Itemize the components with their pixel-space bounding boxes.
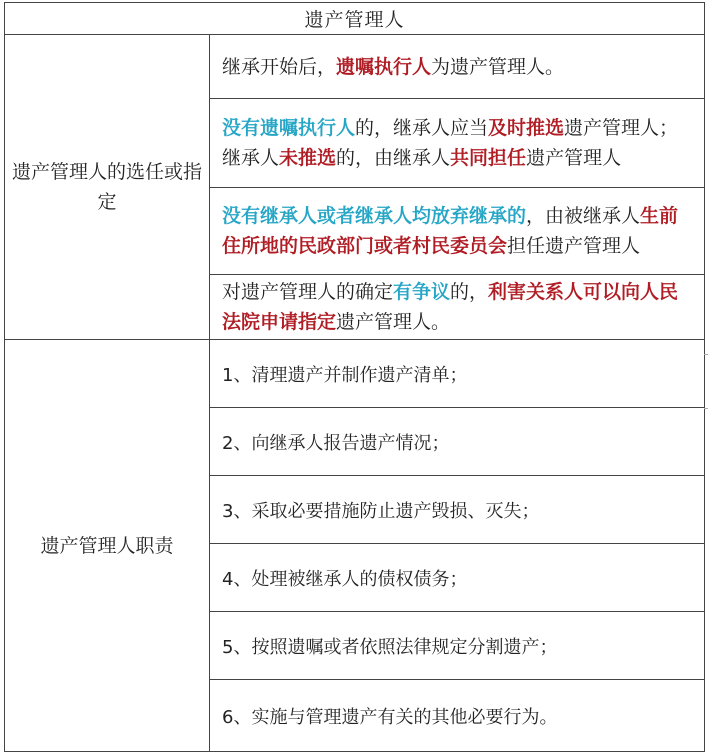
rule-emphasis-red: 遗嘱执行人 — [336, 55, 432, 78]
rule-emphasis-blue: 没有继承人或者继承人均放弃继承的 — [222, 205, 527, 227]
estate-administrator-table — [4, 2, 705, 752]
rule-text: 的，由继承人 — [336, 147, 451, 169]
rule-text: ，由被继承人 — [526, 205, 641, 227]
rule-text: 的，继承人应当 — [355, 117, 489, 139]
selection-rule — [210, 188, 705, 275]
selection-rule — [210, 275, 705, 340]
rule-text: 担任遗产管理人 — [507, 235, 641, 257]
selection-category-cell: 遗产管理人的选任或指定 — [5, 35, 210, 340]
rule-emphasis-red: 共同担任 — [450, 147, 527, 169]
rule-text: 遗产管理人 — [526, 147, 622, 169]
rule-emphasis-red: 利害关系人可以向人民法院申请指定 — [222, 281, 679, 333]
rule-emphasis-red: 及时推选 — [488, 117, 565, 139]
title-row — [5, 3, 705, 35]
rule-emphasis-red: 未推选 — [279, 147, 337, 169]
rule-emphasis-blue: 没有遗嘱执行人 — [222, 117, 356, 139]
rule-emphasis-red: 生前住所地的民政部门或者村民委员会 — [222, 205, 679, 257]
selection-row — [5, 35, 705, 99]
rule-emphasis-blue: 有争议 — [393, 281, 451, 303]
duty-item: 3、采取必要措施防止遗产毁损、灭失； — [210, 476, 705, 544]
selection-rule — [210, 35, 705, 99]
rule-text: 对遗产管理人的确定 — [222, 281, 394, 303]
duty-item: 4、处理被继承人的债权债务； — [210, 544, 705, 612]
selection-rule — [210, 99, 705, 188]
duty-row — [5, 340, 705, 408]
duties-category-cell: 遗产管理人职责 — [5, 340, 210, 752]
table-title: 遗产管理人 — [5, 3, 705, 35]
sheet-edge-mark — [704, 354, 708, 355]
rule-text: 继承开始后， — [222, 55, 337, 78]
duty-item: 6、实施与管理遗产有关的其他必要行为。 — [210, 680, 705, 752]
duty-item: 2、向继承人报告遗产情况； — [210, 408, 705, 476]
rule-text: 遗产管理人；继承人 — [222, 117, 679, 169]
duty-item: 5、按照遗嘱或者依照法律规定分割遗产； — [210, 612, 705, 680]
rule-text: 为遗产管理人。 — [431, 55, 565, 78]
rule-text: 的， — [450, 281, 489, 303]
rule-text: 遗产管理人。 — [336, 311, 451, 333]
sheet-edge-mark — [704, 408, 708, 409]
duty-item: 1、清理遗产并制作遗产清单； — [210, 340, 705, 408]
